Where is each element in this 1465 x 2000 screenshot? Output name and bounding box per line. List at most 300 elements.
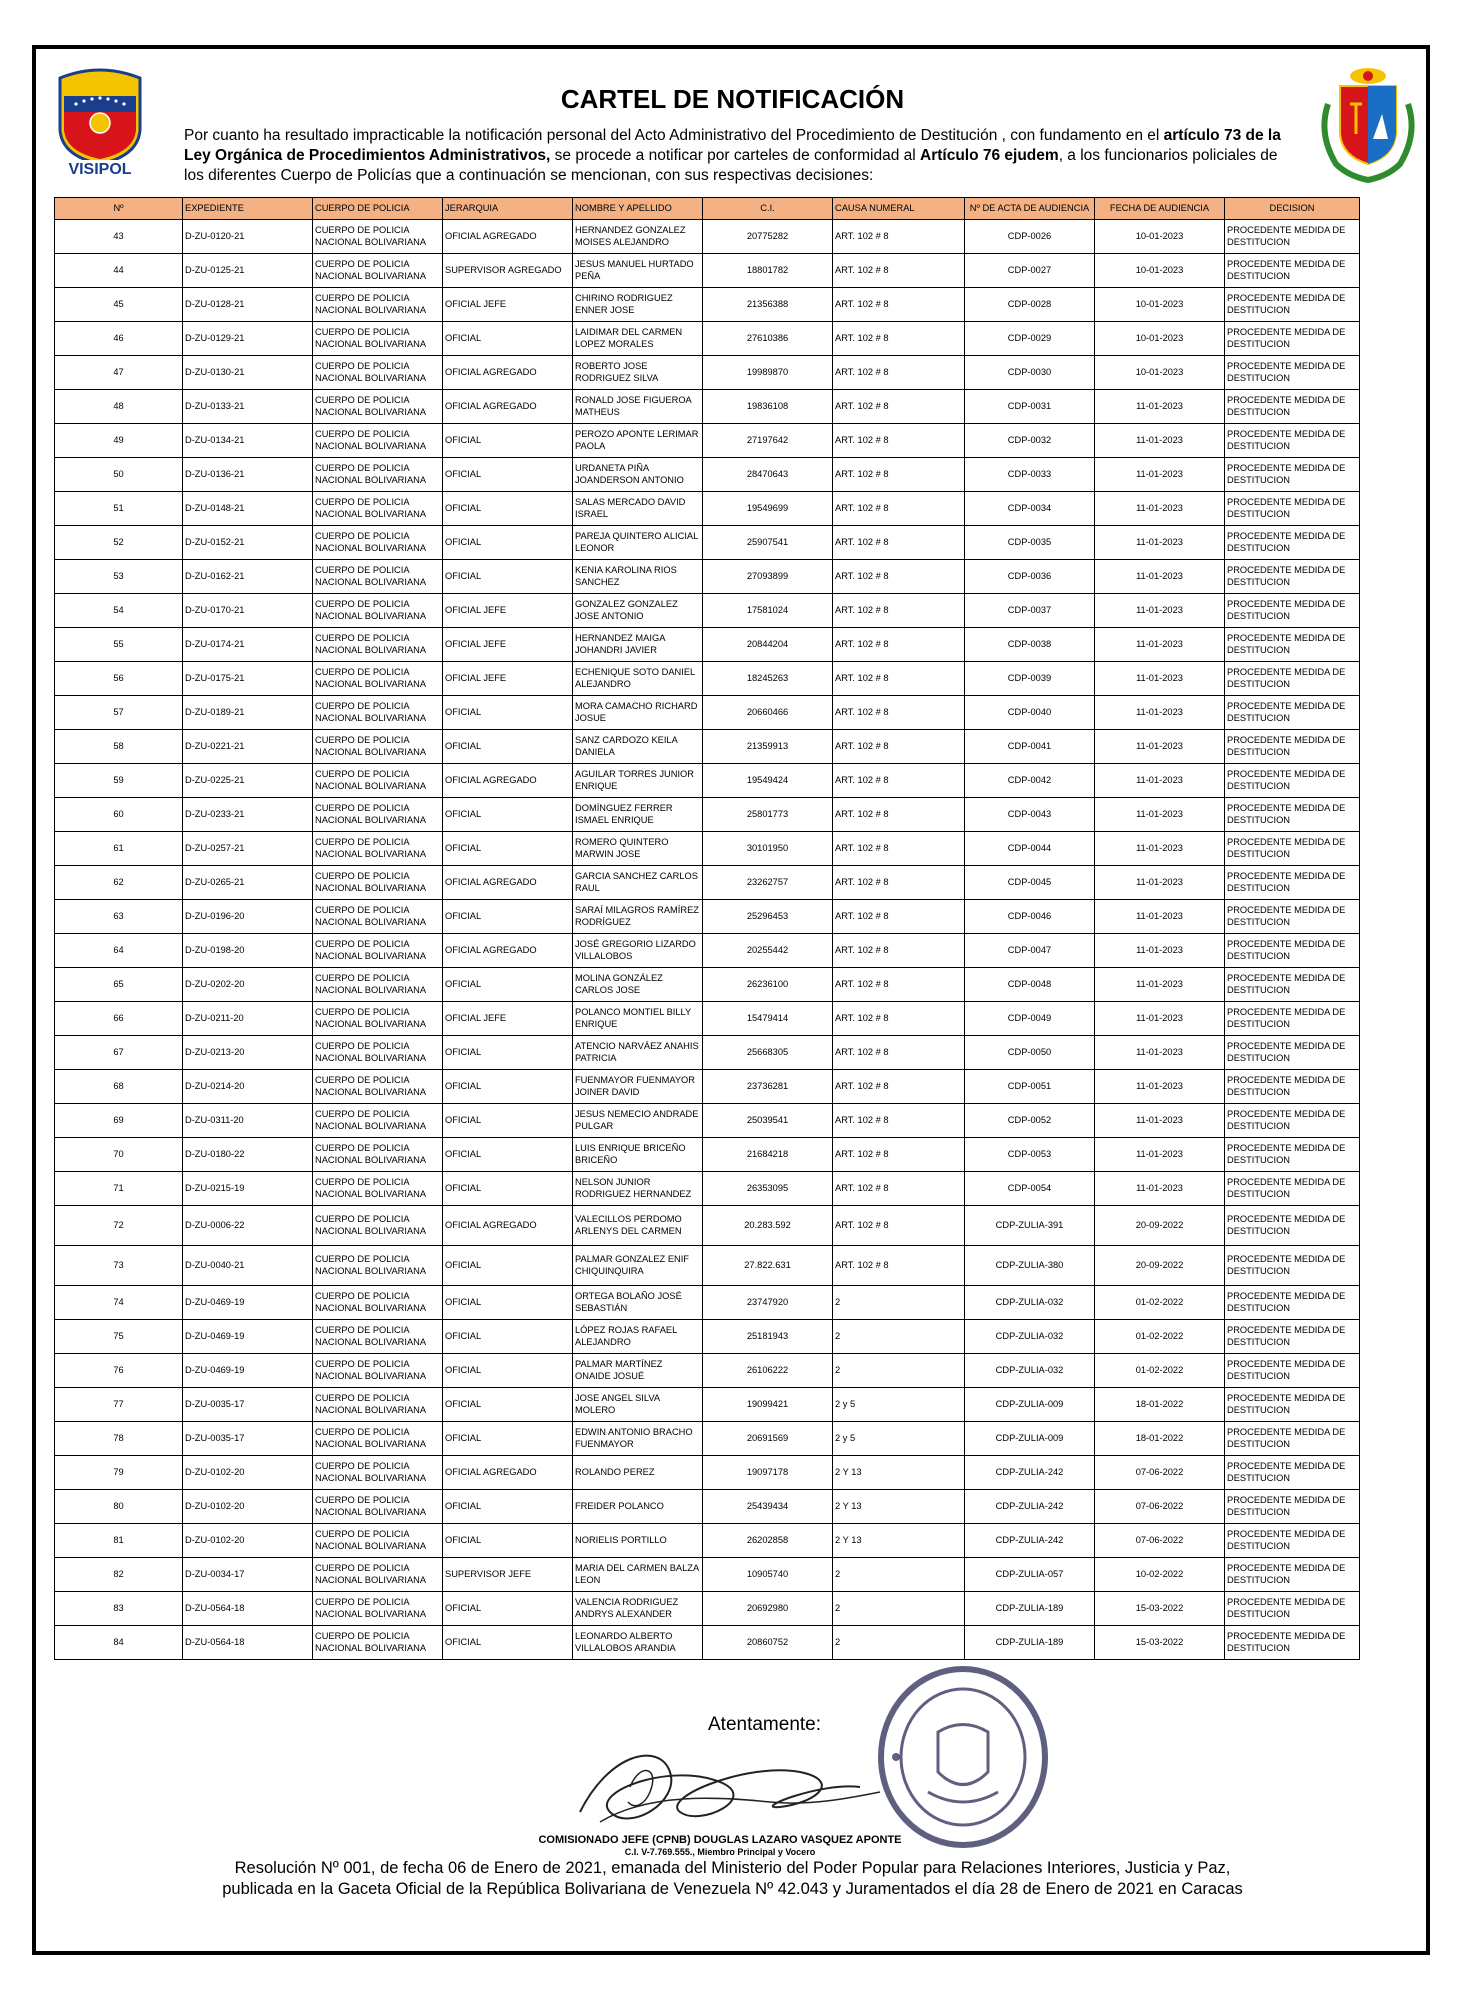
cell-expediente: D-ZU-0125-21 xyxy=(183,254,313,288)
cell-jerarquia: OFICIAL xyxy=(443,1388,573,1422)
cell-jerarquia: OFICIAL JEFE xyxy=(443,288,573,322)
cell-fecha: 18-01-2022 xyxy=(1095,1388,1225,1422)
table-row xyxy=(55,1206,1360,1246)
cell-acta: CDP-0030 xyxy=(965,356,1095,390)
table-row xyxy=(55,968,1360,1002)
cell-nombre: PALMAR GONZALEZ ENIF CHIQUINQUIRA xyxy=(573,1246,703,1286)
cell-jerarquia: OFICIAL xyxy=(443,1490,573,1524)
cell-cuerpo: CUERPO DE POLICIA NACIONAL BOLIVARIANA xyxy=(313,968,443,1002)
cell-acta: CDP-0028 xyxy=(965,288,1095,322)
table-body xyxy=(55,220,1360,1660)
cell-causa: ART. 102 # 8 xyxy=(833,1172,965,1206)
cell-number: 83 xyxy=(55,1592,183,1626)
cell-fecha: 11-01-2023 xyxy=(1095,1104,1225,1138)
footer-line-1: Resolución Nº 001, de fecha 06 de Enero de 2021, emanada del Ministerio del Poder Popular para Relaciones Interiores, Justicia y Paz, xyxy=(234,1859,1231,1877)
cell-nombre: JOSÉ GREGORIO LIZARDO VILLALOBOS xyxy=(573,934,703,968)
cell-causa: ART. 102 # 8 xyxy=(833,594,965,628)
cell-fecha: 11-01-2023 xyxy=(1095,798,1225,832)
cell-expediente: D-ZU-0469-19 xyxy=(183,1286,313,1320)
cell-jerarquia: OFICIAL xyxy=(443,1104,573,1138)
page-title: CARTEL DE NOTIFICACIÓN xyxy=(560,84,905,114)
cell-acta: CDP-0032 xyxy=(965,424,1095,458)
cell-acta: CDP-0034 xyxy=(965,492,1095,526)
cell-decision: PROCEDENTE MEDIDA DE DESTITUCION xyxy=(1225,356,1360,390)
cell-acta: CDP-0038 xyxy=(965,628,1095,662)
cell-fecha: 11-01-2023 xyxy=(1095,730,1225,764)
cell-jerarquia: OFICIAL JEFE xyxy=(443,628,573,662)
cell-decision: PROCEDENTE MEDIDA DE DESTITUCION xyxy=(1225,1558,1360,1592)
cell-decision: PROCEDENTE MEDIDA DE DESTITUCION xyxy=(1225,254,1360,288)
table-row xyxy=(55,458,1360,492)
cell-number: 52 xyxy=(55,526,183,560)
col-header-expediente: EXPEDIENTE xyxy=(183,198,313,220)
cell-jerarquia: OFICIAL xyxy=(443,424,573,458)
table-row xyxy=(55,1422,1360,1456)
cell-acta: CDP-0044 xyxy=(965,832,1095,866)
signer-block xyxy=(520,1834,920,1858)
cell-expediente: D-ZU-0102-20 xyxy=(183,1490,313,1524)
cell-acta: CDP-0051 xyxy=(965,1070,1095,1104)
cell-acta: CDP-0053 xyxy=(965,1138,1095,1172)
cell-decision: PROCEDENTE MEDIDA DE DESTITUCION xyxy=(1225,1070,1360,1104)
cell-cuerpo: CUERPO DE POLICIA NACIONAL BOLIVARIANA xyxy=(313,1286,443,1320)
cell-acta: CDP-0046 xyxy=(965,900,1095,934)
cell-cuerpo: CUERPO DE POLICIA NACIONAL BOLIVARIANA xyxy=(313,1104,443,1138)
table-row xyxy=(55,696,1360,730)
cell-fecha: 07-06-2022 xyxy=(1095,1490,1225,1524)
cell-nombre: ROMERO QUINTERO MARWIN JOSE xyxy=(573,832,703,866)
cell-expediente: D-ZU-0040-21 xyxy=(183,1246,313,1286)
cell-ci: 19099421 xyxy=(703,1388,833,1422)
cell-jerarquia: OFICIAL xyxy=(443,1172,573,1206)
cell-causa: 2 xyxy=(833,1626,965,1660)
intro-paragraph xyxy=(184,126,1284,186)
cell-causa: 2 Y 13 xyxy=(833,1490,965,1524)
cell-causa: ART. 102 # 8 xyxy=(833,662,965,696)
cell-nombre: MOLINA GONZÁLEZ CARLOS JOSE xyxy=(573,968,703,1002)
cell-nombre: SANZ CARDOZO KEILA DANIELA xyxy=(573,730,703,764)
table-row xyxy=(55,356,1360,390)
cell-nombre: SARAÍ MILAGROS RAMÍREZ RODRÍGUEZ xyxy=(573,900,703,934)
cell-fecha: 11-01-2023 xyxy=(1095,900,1225,934)
cell-nombre: LAIDIMAR DEL CARMEN LOPEZ MORALES xyxy=(573,322,703,356)
cell-cuerpo: CUERPO DE POLICIA NACIONAL BOLIVARIANA xyxy=(313,662,443,696)
cell-jerarquia: OFICIAL xyxy=(443,696,573,730)
cell-expediente: D-ZU-0469-19 xyxy=(183,1354,313,1388)
cell-acta: CDP-ZULIA-242 xyxy=(965,1524,1095,1558)
cell-expediente: D-ZU-0469-19 xyxy=(183,1320,313,1354)
cell-cuerpo: CUERPO DE POLICIA NACIONAL BOLIVARIANA xyxy=(313,730,443,764)
cell-nombre: FUENMAYOR FUENMAYOR JOINER DAVID xyxy=(573,1070,703,1104)
cell-nombre: EDWIN ANTONIO BRACHO FUENMAYOR xyxy=(573,1422,703,1456)
cell-nombre: AGUILAR TORRES JUNIOR ENRIQUE xyxy=(573,764,703,798)
cell-causa: ART. 102 # 8 xyxy=(833,832,965,866)
cell-cuerpo: CUERPO DE POLICIA NACIONAL BOLIVARIANA xyxy=(313,594,443,628)
intro-text-2: se procede a notificar por carteles de conformidad al xyxy=(550,147,920,164)
cell-fecha: 11-01-2023 xyxy=(1095,832,1225,866)
cell-ci: 20860752 xyxy=(703,1626,833,1660)
cell-expediente: D-ZU-0189-21 xyxy=(183,696,313,730)
cell-number: 43 xyxy=(55,220,183,254)
cell-jerarquia: OFICIAL AGREGADO xyxy=(443,866,573,900)
cell-acta: CDP-0043 xyxy=(965,798,1095,832)
cell-number: 76 xyxy=(55,1354,183,1388)
cell-expediente: D-ZU-0035-17 xyxy=(183,1422,313,1456)
cell-ci: 27093899 xyxy=(703,560,833,594)
cell-jerarquia: OFICIAL AGREGADO xyxy=(443,1456,573,1490)
cell-acta: CDP-ZULIA-242 xyxy=(965,1490,1095,1524)
cell-fecha: 11-01-2023 xyxy=(1095,594,1225,628)
cell-ci: 23747920 xyxy=(703,1286,833,1320)
cell-causa: 2 xyxy=(833,1286,965,1320)
cell-causa: ART. 102 # 8 xyxy=(833,1206,965,1246)
cell-causa: 2 xyxy=(833,1320,965,1354)
resolution-footer xyxy=(0,1858,1465,1900)
cell-jerarquia: OFICIAL AGREGADO xyxy=(443,390,573,424)
cell-nombre: SALAS MERCADO DAVID ISRAEL xyxy=(573,492,703,526)
cell-decision: PROCEDENTE MEDIDA DE DESTITUCION xyxy=(1225,1286,1360,1320)
cell-acta: CDP-0029 xyxy=(965,322,1095,356)
cell-nombre: HERNANDEZ GONZALEZ MOISES ALEJANDRO xyxy=(573,220,703,254)
cell-jerarquia: OFICIAL AGREGADO xyxy=(443,1206,573,1246)
cell-ci: 25181943 xyxy=(703,1320,833,1354)
cell-fecha: 15-03-2022 xyxy=(1095,1592,1225,1626)
cell-decision: PROCEDENTE MEDIDA DE DESTITUCION xyxy=(1225,1354,1360,1388)
cell-nombre: PAREJA QUINTERO ALICIAL LEONOR xyxy=(573,526,703,560)
cell-acta: CDP-ZULIA-032 xyxy=(965,1354,1095,1388)
cell-fecha: 11-01-2023 xyxy=(1095,560,1225,594)
cell-acta: CDP-0036 xyxy=(965,560,1095,594)
cell-number: 59 xyxy=(55,764,183,798)
cell-number: 58 xyxy=(55,730,183,764)
cell-cuerpo: CUERPO DE POLICIA NACIONAL BOLIVARIANA xyxy=(313,1388,443,1422)
cell-fecha: 20-09-2022 xyxy=(1095,1246,1225,1286)
table-row xyxy=(55,798,1360,832)
cell-cuerpo: CUERPO DE POLICIA NACIONAL BOLIVARIANA xyxy=(313,1206,443,1246)
table-row xyxy=(55,1626,1360,1660)
cell-ci: 25439434 xyxy=(703,1490,833,1524)
cell-cuerpo: CUERPO DE POLICIA NACIONAL BOLIVARIANA xyxy=(313,1558,443,1592)
cell-expediente: D-ZU-0134-21 xyxy=(183,424,313,458)
cell-nombre: LUIS ENRIQUE BRICEÑO BRICEÑO xyxy=(573,1138,703,1172)
cell-decision: PROCEDENTE MEDIDA DE DESTITUCION xyxy=(1225,1036,1360,1070)
cell-jerarquia: OFICIAL xyxy=(443,1138,573,1172)
cell-number: 53 xyxy=(55,560,183,594)
cell-ci: 25668305 xyxy=(703,1036,833,1070)
table-row xyxy=(55,526,1360,560)
cell-acta: CDP-0035 xyxy=(965,526,1095,560)
cell-expediente: D-ZU-0128-21 xyxy=(183,288,313,322)
cell-acta: CDP-0037 xyxy=(965,594,1095,628)
table-row xyxy=(55,288,1360,322)
cell-decision: PROCEDENTE MEDIDA DE DESTITUCION xyxy=(1225,1388,1360,1422)
cell-causa: ART. 102 # 8 xyxy=(833,1002,965,1036)
cell-fecha: 10-01-2023 xyxy=(1095,254,1225,288)
cell-causa: ART. 102 # 8 xyxy=(833,1036,965,1070)
cell-decision: PROCEDENTE MEDIDA DE DESTITUCION xyxy=(1225,1002,1360,1036)
cell-jerarquia: OFICIAL xyxy=(443,1354,573,1388)
cell-nombre: HERNANDEZ MAIGA JOHANDRI JAVIER xyxy=(573,628,703,662)
table-row xyxy=(55,1524,1360,1558)
cell-expediente: D-ZU-0130-21 xyxy=(183,356,313,390)
cell-causa: 2 Y 13 xyxy=(833,1524,965,1558)
cell-decision: PROCEDENTE MEDIDA DE DESTITUCION xyxy=(1225,798,1360,832)
cell-ci: 20844204 xyxy=(703,628,833,662)
intro-bold-1: artículo 73 de la Ley Orgánica de Procedimientos Administrativos, xyxy=(184,127,1281,164)
handwritten-signature xyxy=(520,1732,900,1842)
cell-cuerpo: CUERPO DE POLICIA NACIONAL BOLIVARIANA xyxy=(313,1002,443,1036)
cell-expediente: D-ZU-0311-20 xyxy=(183,1104,313,1138)
cell-acta: CDP-0054 xyxy=(965,1172,1095,1206)
cell-number: 81 xyxy=(55,1524,183,1558)
table-row xyxy=(55,1104,1360,1138)
cell-expediente: D-ZU-0211-20 xyxy=(183,1002,313,1036)
cell-causa: ART. 102 # 8 xyxy=(833,934,965,968)
cell-causa: ART. 102 # 8 xyxy=(833,628,965,662)
cell-acta: CDP-ZULIA-189 xyxy=(965,1626,1095,1660)
cell-expediente: D-ZU-0148-21 xyxy=(183,492,313,526)
table-row xyxy=(55,832,1360,866)
cell-cuerpo: CUERPO DE POLICIA NACIONAL BOLIVARIANA xyxy=(313,526,443,560)
cell-ci: 10905740 xyxy=(703,1558,833,1592)
cell-causa: ART. 102 # 8 xyxy=(833,764,965,798)
cell-number: 55 xyxy=(55,628,183,662)
cell-jerarquia: SUPERVISOR JEFE xyxy=(443,1558,573,1592)
closing-text: Atentamente: xyxy=(708,1714,822,1735)
cell-ci: 21356388 xyxy=(703,288,833,322)
cell-jerarquia: OFICIAL xyxy=(443,322,573,356)
cell-number: 49 xyxy=(55,424,183,458)
cell-expediente: D-ZU-0221-21 xyxy=(183,730,313,764)
cell-causa: ART. 102 # 8 xyxy=(833,1138,965,1172)
cell-causa: ART. 102 # 8 xyxy=(833,968,965,1002)
table-row xyxy=(55,560,1360,594)
cell-causa: 2 xyxy=(833,1354,965,1388)
cell-cuerpo: CUERPO DE POLICIA NACIONAL BOLIVARIANA xyxy=(313,322,443,356)
cell-nombre: NELSON JUNIOR RODRIGUEZ HERNANDEZ xyxy=(573,1172,703,1206)
cell-number: 82 xyxy=(55,1558,183,1592)
cell-causa: 2 xyxy=(833,1592,965,1626)
cell-ci: 26202858 xyxy=(703,1524,833,1558)
cell-cuerpo: CUERPO DE POLICIA NACIONAL BOLIVARIANA xyxy=(313,934,443,968)
cell-ci: 30101950 xyxy=(703,832,833,866)
cell-number: 60 xyxy=(55,798,183,832)
cell-fecha: 11-01-2023 xyxy=(1095,934,1225,968)
cell-acta: CDP-ZULIA-009 xyxy=(965,1422,1095,1456)
cell-jerarquia: OFICIAL xyxy=(443,1626,573,1660)
cell-jerarquia: OFICIAL xyxy=(443,1036,573,1070)
table-row xyxy=(55,730,1360,764)
cell-acta: CDP-0049 xyxy=(965,1002,1095,1036)
cell-nombre: CHIRINO RODRIGUEZ ENNER JOSE xyxy=(573,288,703,322)
cell-nombre: ROLANDO PEREZ xyxy=(573,1456,703,1490)
cell-jerarquia: OFICIAL xyxy=(443,1592,573,1626)
cell-fecha: 20-09-2022 xyxy=(1095,1206,1225,1246)
cell-causa: 2 y 5 xyxy=(833,1422,965,1456)
cell-number: 70 xyxy=(55,1138,183,1172)
table-row xyxy=(55,1388,1360,1422)
cell-expediente: D-ZU-0129-21 xyxy=(183,322,313,356)
cell-nombre: GARCIA SANCHEZ CARLOS RAUL xyxy=(573,866,703,900)
cell-ci: 27.822.631 xyxy=(703,1246,833,1286)
cell-fecha: 10-01-2023 xyxy=(1095,356,1225,390)
cell-decision: PROCEDENTE MEDIDA DE DESTITUCION xyxy=(1225,220,1360,254)
cell-decision: PROCEDENTE MEDIDA DE DESTITUCION xyxy=(1225,968,1360,1002)
cell-cuerpo: CUERPO DE POLICIA NACIONAL BOLIVARIANA xyxy=(313,866,443,900)
cell-causa: ART. 102 # 8 xyxy=(833,458,965,492)
cell-nombre: PEROZO APONTE LERIMAR PAOLA xyxy=(573,424,703,458)
table-row xyxy=(55,322,1360,356)
cell-jerarquia: OFICIAL xyxy=(443,458,573,492)
col-header-fecha: FECHA DE AUDIENCIA xyxy=(1095,198,1225,220)
cell-causa: ART. 102 # 8 xyxy=(833,390,965,424)
cell-ci: 27197642 xyxy=(703,424,833,458)
cell-decision: PROCEDENTE MEDIDA DE DESTITUCION xyxy=(1225,288,1360,322)
cell-number: 74 xyxy=(55,1286,183,1320)
cell-ci: 20775282 xyxy=(703,220,833,254)
cell-decision: PROCEDENTE MEDIDA DE DESTITUCION xyxy=(1225,390,1360,424)
cell-acta: CDP-0052 xyxy=(965,1104,1095,1138)
cell-ci: 28470643 xyxy=(703,458,833,492)
cell-nombre: PALMAR MARTÍNEZ ONAIDE JOSUÉ xyxy=(573,1354,703,1388)
cell-ci: 18245263 xyxy=(703,662,833,696)
cell-cuerpo: CUERPO DE POLICIA NACIONAL BOLIVARIANA xyxy=(313,1070,443,1104)
footer-line-2: publicada en la Gaceta Oficial de la República Bolivariana de Venezuela Nº 42.043 y Juramentados el día 28 de Enero de 2021 en Caracas xyxy=(222,1880,1243,1898)
cell-expediente: D-ZU-0180-22 xyxy=(183,1138,313,1172)
intro-text-1: Por cuanto ha resultado impracticable la notificación personal del Acto Administrativo del Procedimiento de Destitución , con fundamento en el xyxy=(184,127,1164,144)
cell-causa: ART. 102 # 8 xyxy=(833,424,965,458)
cell-expediente: D-ZU-0174-21 xyxy=(183,628,313,662)
cell-number: 61 xyxy=(55,832,183,866)
cell-fecha: 10-01-2023 xyxy=(1095,322,1225,356)
cell-number: 71 xyxy=(55,1172,183,1206)
cell-expediente: D-ZU-0265-21 xyxy=(183,866,313,900)
cell-nombre: GONZALEZ GONZALEZ JOSE ANTONIO xyxy=(573,594,703,628)
cell-decision: PROCEDENTE MEDIDA DE DESTITUCION xyxy=(1225,424,1360,458)
cell-cuerpo: CUERPO DE POLICIA NACIONAL BOLIVARIANA xyxy=(313,696,443,730)
cell-decision: PROCEDENTE MEDIDA DE DESTITUCION xyxy=(1225,594,1360,628)
cell-number: 72 xyxy=(55,1206,183,1246)
cell-jerarquia: OFICIAL JEFE xyxy=(443,1002,573,1036)
cell-acta: CDP-ZULIA-380 xyxy=(965,1246,1095,1286)
cell-nombre: URDANETA PIÑA JOANDERSON ANTONIO xyxy=(573,458,703,492)
table-row xyxy=(55,934,1360,968)
cell-cuerpo: CUERPO DE POLICIA NACIONAL BOLIVARIANA xyxy=(313,832,443,866)
signer-name: COMISIONADO JEFE (CPNB) DOUGLAS LAZARO VASQUEZ APONTE xyxy=(538,1834,902,1846)
cell-nombre: ORTEGA BOLAÑO JOSÉ SEBASTIÁN xyxy=(573,1286,703,1320)
cell-ci: 19989870 xyxy=(703,356,833,390)
table-row xyxy=(55,424,1360,458)
cell-number: 62 xyxy=(55,866,183,900)
cell-ci: 26236100 xyxy=(703,968,833,1002)
cell-jerarquia: OFICIAL xyxy=(443,1070,573,1104)
cell-expediente: D-ZU-0175-21 xyxy=(183,662,313,696)
cell-cuerpo: CUERPO DE POLICIA NACIONAL BOLIVARIANA xyxy=(313,1422,443,1456)
cell-expediente: D-ZU-0006-22 xyxy=(183,1206,313,1246)
cell-nombre: ATENCIO NARVÁEZ ANAHIS PATRICIA xyxy=(573,1036,703,1070)
table-row xyxy=(55,1558,1360,1592)
cell-acta: CDP-0033 xyxy=(965,458,1095,492)
cell-cuerpo: CUERPO DE POLICIA NACIONAL BOLIVARIANA xyxy=(313,1320,443,1354)
cell-ci: 26106222 xyxy=(703,1354,833,1388)
cell-cuerpo: CUERPO DE POLICIA NACIONAL BOLIVARIANA xyxy=(313,900,443,934)
col-header-decision: DECISION xyxy=(1225,198,1360,220)
cell-decision: PROCEDENTE MEDIDA DE DESTITUCION xyxy=(1225,1206,1360,1246)
cell-fecha: 11-01-2023 xyxy=(1095,764,1225,798)
table-row xyxy=(55,492,1360,526)
cell-expediente: D-ZU-0214-20 xyxy=(183,1070,313,1104)
cell-causa: ART. 102 # 8 xyxy=(833,1246,965,1286)
cell-decision: PROCEDENTE MEDIDA DE DESTITUCION xyxy=(1225,866,1360,900)
cell-cuerpo: CUERPO DE POLICIA NACIONAL BOLIVARIANA xyxy=(313,254,443,288)
cell-ci: 27610386 xyxy=(703,322,833,356)
cell-decision: PROCEDENTE MEDIDA DE DESTITUCION xyxy=(1225,492,1360,526)
cell-fecha: 11-01-2023 xyxy=(1095,1138,1225,1172)
cell-cuerpo: CUERPO DE POLICIA NACIONAL BOLIVARIANA xyxy=(313,628,443,662)
cell-cuerpo: CUERPO DE POLICIA NACIONAL BOLIVARIANA xyxy=(313,1246,443,1286)
logo-text: VISIPOL xyxy=(68,161,132,178)
cell-decision: PROCEDENTE MEDIDA DE DESTITUCION xyxy=(1225,730,1360,764)
cell-causa: ART. 102 # 8 xyxy=(833,866,965,900)
cell-nombre: ECHENIQUE SOTO DANIEL ALEJANDRO xyxy=(573,662,703,696)
cell-jerarquia: SUPERVISOR AGREGADO xyxy=(443,254,573,288)
cell-jerarquia: OFICIAL xyxy=(443,900,573,934)
cell-nombre: NORIELIS PORTILLO xyxy=(573,1524,703,1558)
cell-fecha: 07-06-2022 xyxy=(1095,1456,1225,1490)
cell-expediente: D-ZU-0257-21 xyxy=(183,832,313,866)
col-header-acta: Nº DE ACTA DE AUDIENCIA xyxy=(965,198,1095,220)
cell-nombre: FREIDER POLANCO xyxy=(573,1490,703,1524)
cell-ci: 19549699 xyxy=(703,492,833,526)
cell-number: 78 xyxy=(55,1422,183,1456)
table-row xyxy=(55,1246,1360,1286)
cell-ci: 25039541 xyxy=(703,1104,833,1138)
intro-text-3: , a los funcionarios policiales de los diferentes Cuerpo de Policías que a continuación se mencionan, con sus respectivas decisiones: xyxy=(184,147,1278,184)
cell-fecha: 11-01-2023 xyxy=(1095,1172,1225,1206)
cell-number: 50 xyxy=(55,458,183,492)
cell-expediente: D-ZU-0215-19 xyxy=(183,1172,313,1206)
table-row xyxy=(55,1490,1360,1524)
cell-number: 45 xyxy=(55,288,183,322)
cell-expediente: D-ZU-0136-21 xyxy=(183,458,313,492)
cell-number: 51 xyxy=(55,492,183,526)
cell-ci: 19836108 xyxy=(703,390,833,424)
cell-number: 65 xyxy=(55,968,183,1002)
table-row xyxy=(55,1456,1360,1490)
cell-decision: PROCEDENTE MEDIDA DE DESTITUCION xyxy=(1225,900,1360,934)
cell-nombre: JESUS MANUEL HURTADO PEÑA xyxy=(573,254,703,288)
cell-causa: ART. 102 # 8 xyxy=(833,696,965,730)
cell-nombre: JESUS NEMECIO ANDRADE PULGAR xyxy=(573,1104,703,1138)
cell-cuerpo: CUERPO DE POLICIA NACIONAL BOLIVARIANA xyxy=(313,1172,443,1206)
cell-ci: 20691569 xyxy=(703,1422,833,1456)
cell-cuerpo: CUERPO DE POLICIA NACIONAL BOLIVARIANA xyxy=(313,492,443,526)
cell-ci: 20.283.592 xyxy=(703,1206,833,1246)
cell-number: 46 xyxy=(55,322,183,356)
cell-number: 73 xyxy=(55,1246,183,1286)
cell-number: 69 xyxy=(55,1104,183,1138)
cell-nombre: MORA CAMACHO RICHARD JOSUE xyxy=(573,696,703,730)
cell-jerarquia: OFICIAL xyxy=(443,1422,573,1456)
cell-nombre: VALENCIA RODRIGUEZ ANDRYS ALEXANDER xyxy=(573,1592,703,1626)
cell-ci: 25801773 xyxy=(703,798,833,832)
cell-causa: 2 xyxy=(833,1558,965,1592)
table-row xyxy=(55,628,1360,662)
cell-causa: ART. 102 # 8 xyxy=(833,730,965,764)
table-row xyxy=(55,1286,1360,1320)
cell-jerarquia: OFICIAL AGREGADO xyxy=(443,220,573,254)
cell-acta: CDP-ZULIA-057 xyxy=(965,1558,1095,1592)
